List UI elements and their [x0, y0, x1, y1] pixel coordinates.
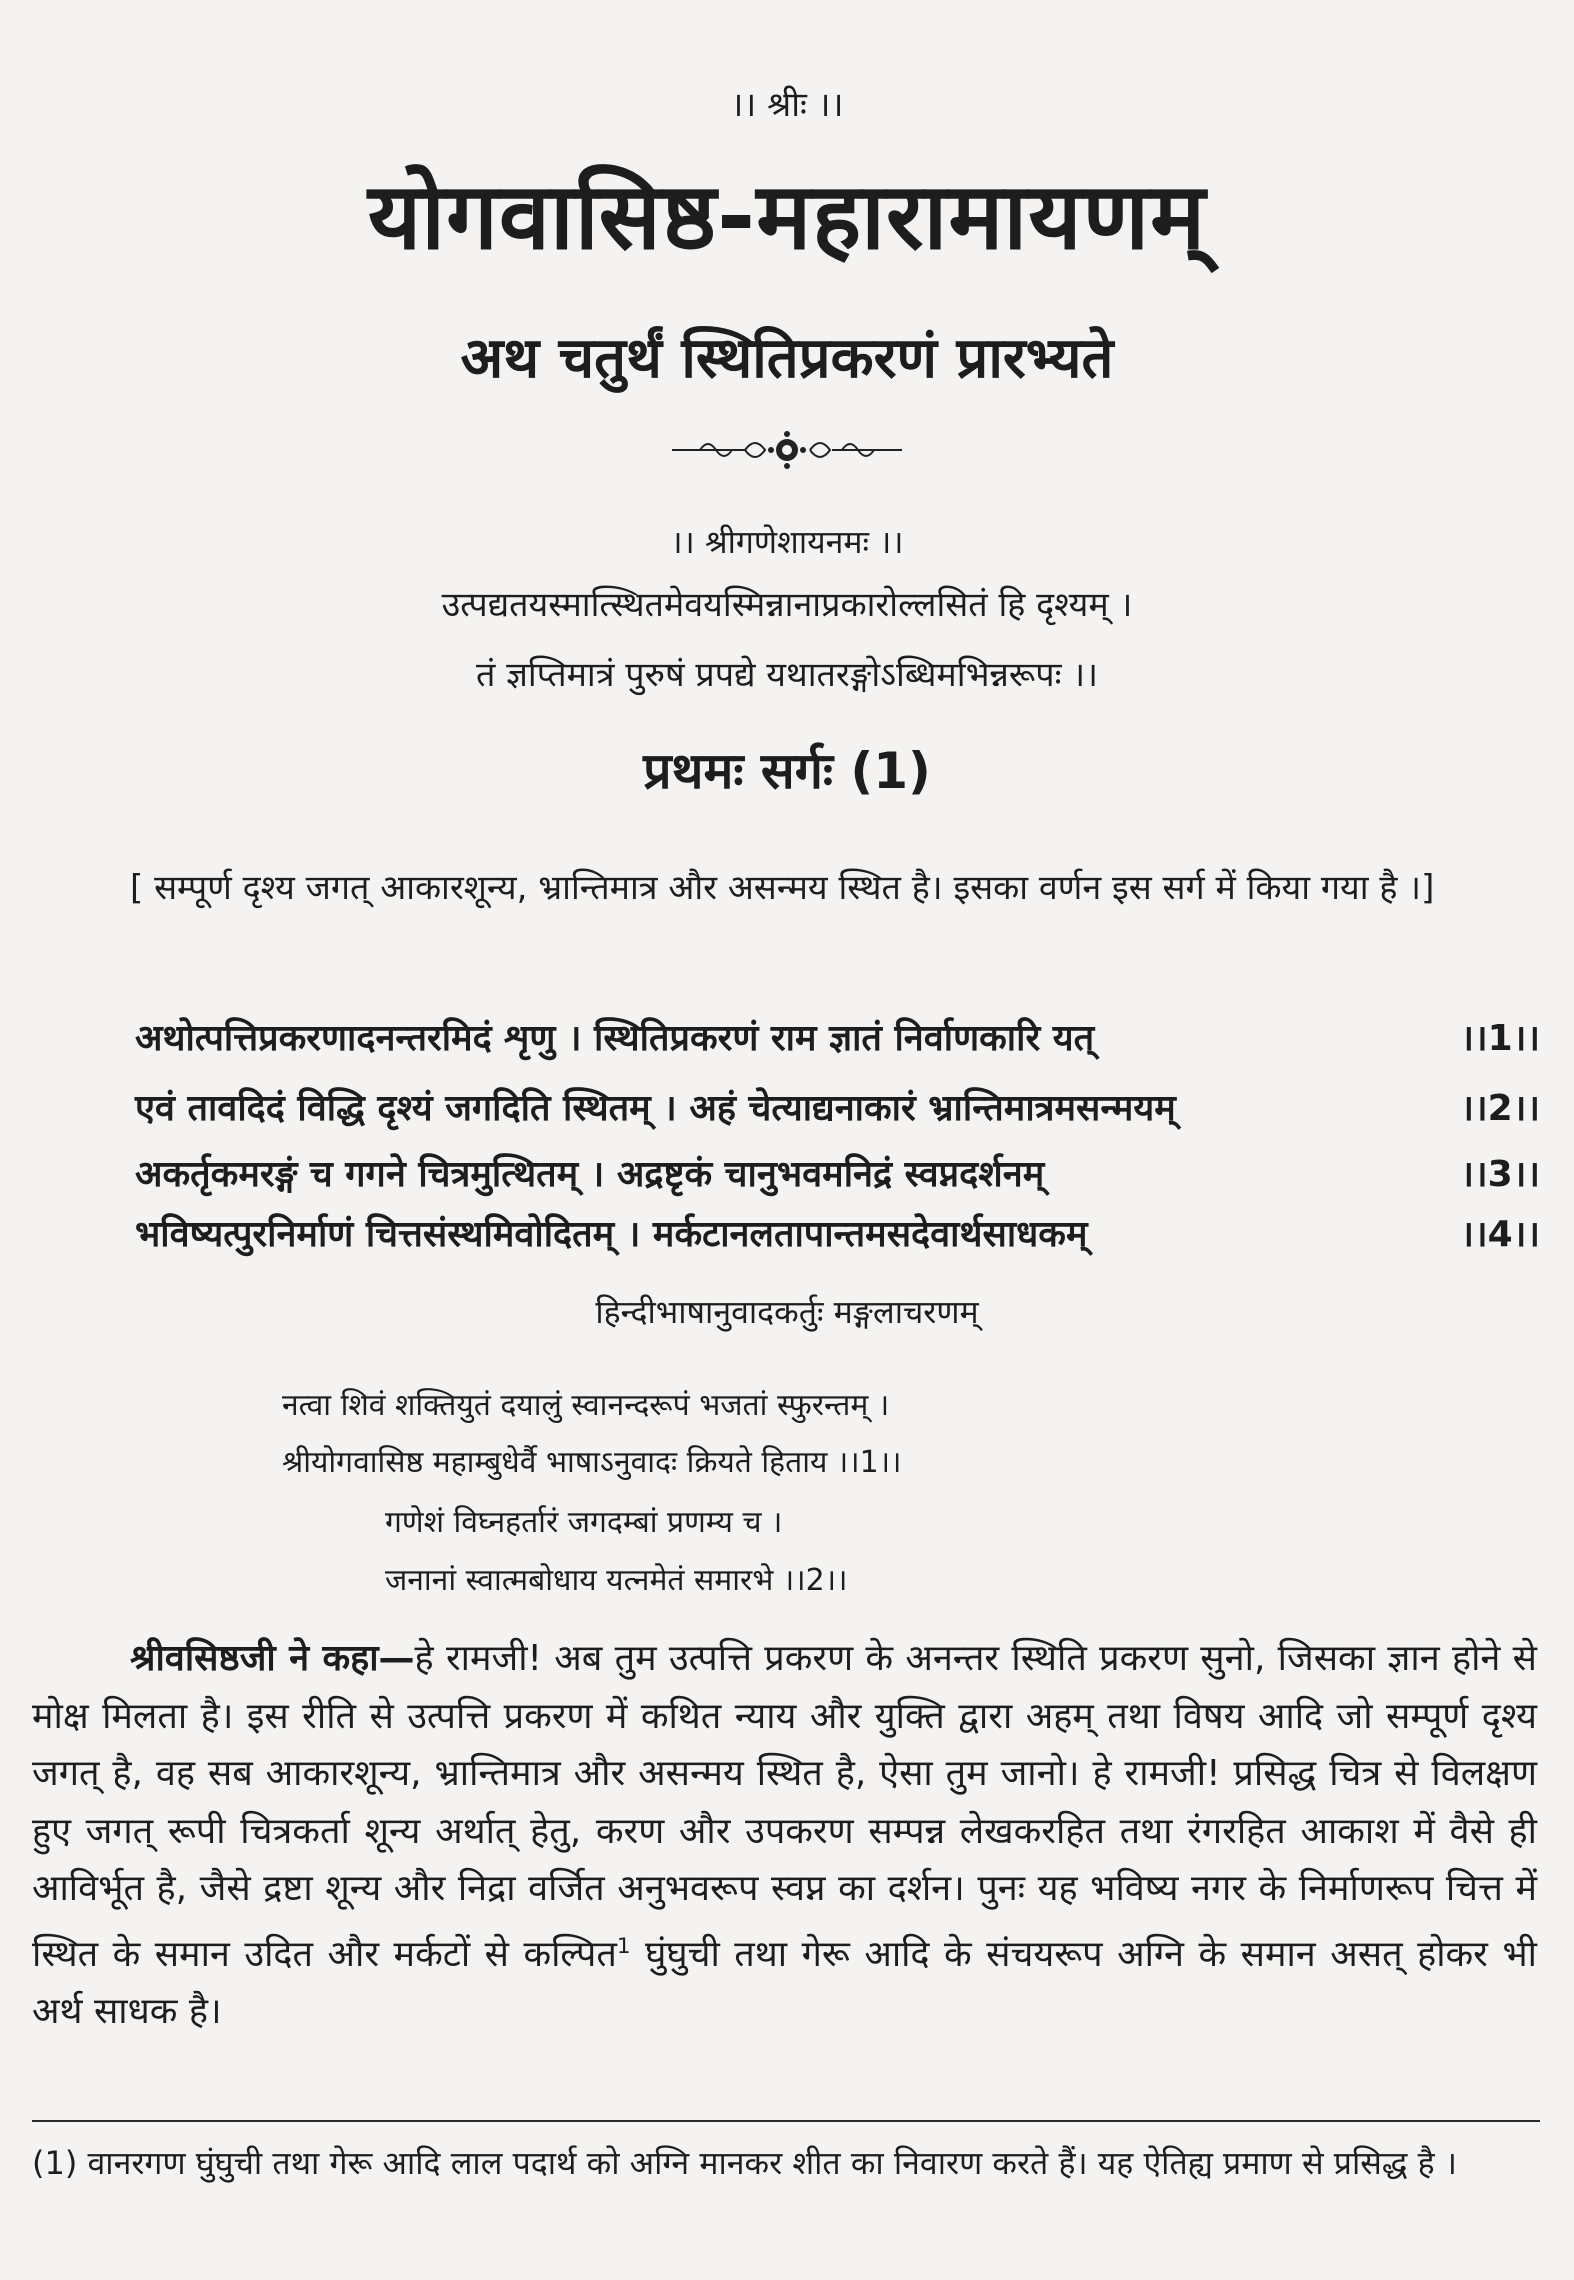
chapter-subtitle: अथ चतुर्थं स्थितिप्रकरणं प्रारभ्यते [460, 326, 1114, 391]
shloka-line [135, 1082, 1540, 1131]
mangalacharan-line: नत्वा शिवं शक्तियुतं दयालुं स्वानन्दरूपं भजतां स्फुरन्तम् । [282, 1388, 890, 1423]
footnote: (1) वानरगण घुंघुची तथा गेरू आदि लाल पदार्थ को अग्नि मानकर शीत का निवारण करते हैं। यह ऐतिह्य प्रमाण से प्रसिद्ध है । [32, 2144, 1457, 2182]
shloka-text: भविष्यत्पुरनिर्माणं चित्तसंस्थमिवोदितम् । मर्कटानलतापान्तमसदेवार्थसाधकम् [135, 1214, 1088, 1255]
footnote-divider [32, 2120, 1540, 2122]
commentary-text: हे रामजी! अब तुम उत्पत्ति प्रकरण के अनन्तर स्थिति प्रकरण सुनो, जिसका ज्ञान होने से मोक्ष मिलता है। इस रीति से उत्पत्ति प्रकरण में कथित न्याय और युक्ति द्वारा अहम् तथा विषय आदि जो सम्पूर्ण दृश्य जगत् है, वह सब आकारशून्य, भ्रान्तिमात्र और असन्मय स्थित है, ऐसा तुम जानो। हे रामजी! प्रसिद्ध चित्र से विलक्षण हुए जगत् रूपी चित्रकर्ता शून्य अर्थात् हेतु, करण और उपकरण सम्पन्न लेखकरहित तथा रंगरहित आकाश में वैसे ही आविर्भूत है, जैसे द्रष्टा शून्य और निद्रा वर्जित अनुभवरूप स्वप्न का दर्शन। पुनः यह भविष्य नगर के निर्माणरूप चित्त में स्थित के समान उदित और मर्कटों से कल्पित [32, 1638, 1537, 1975]
mangalacharan-line: श्रीयोगवासिष्ठ महाम्बुधेर्वै भाषाऽनुवादः क्रियते हिताय ।।1।। [282, 1445, 902, 1480]
footnote-marker: 1 [616, 1933, 631, 1959]
commentary-text-continued: घुंघुची तथा गेरू आदि के संचयरूप अग्नि के समान असत् होकर भी अर्थ साधक है। [32, 1933, 1537, 2032]
shloka-text: एवं तावदिदं विद्धि दृश्यं जगदिति स्थितम् । अहं चेत्याद्यनाकारं भ्रान्तिमात्रमसन्मयम् [135, 1088, 1176, 1129]
sarga-summary: [ सम्पूर्ण दृश्य जगत् आकारशून्य, भ्रान्तिमात्र और असन्मय स्थित है। इसका वर्णन इस सर्ग में किया गया है ।] [130, 868, 1435, 908]
shloka-number: ।।1।। [1460, 1018, 1540, 1059]
shloka-number: ।।3।। [1460, 1154, 1540, 1195]
speaker-label: श्रीवसिष्ठजी ने कहा— [130, 1638, 415, 1679]
shloka-line [135, 1012, 1540, 1061]
shri-invocation: ।। श्रीः ।। [730, 85, 844, 125]
mangalacharan-line: जनानां स्वात्मबोधाय यत्नमेतं समारभे ।।2।। [385, 1563, 848, 1598]
shloka-number: ।।2।। [1460, 1088, 1540, 1129]
ganesh-invocation: ।। श्रीगणेशायनमः ।। [670, 523, 904, 561]
shloka-number: ।।4।। [1460, 1214, 1540, 1255]
book-title: योगवासिष्ठ-महारामायणम् [367, 163, 1207, 270]
mangalacharan-line: गणेशं विघ्नहर्तारं जगदम्बां प्रणम्य च । [385, 1505, 783, 1540]
shloka-line [135, 1148, 1540, 1197]
shloka-line [135, 1208, 1540, 1257]
invocation-verse-line: उत्पद्यतयस्मात्स्थितमेवयस्मिन्नानाप्रकारोल्लसितं हि दृश्यम् । [441, 585, 1133, 625]
sarga-heading: प्रथमः सर्गः (1) [643, 742, 931, 800]
shloka-text: अकर्तृकमरङ्गं च गगने चित्रमुत्थितम् । अद्रष्टृकं चानुभवमनिद्रं स्वप्नदर्शनम् [135, 1154, 1045, 1195]
shloka-text: अथोत्पत्तिप्रकरणादनन्तरमिदं शृणु । स्थितिप्रकरणं राम ज्ञातं निर्वाणकारि यत् [135, 1018, 1095, 1059]
mangalacharan-title: हिन्दीभाषानुवादकर्तुः मङ्गलाचरणम् [595, 1293, 979, 1331]
ornament-divider-icon [0, 425, 1574, 475]
commentary-paragraph [32, 1630, 1537, 2041]
invocation-verse-line: तं ज्ञप्तिमात्रं पुरुषं प्रपद्ये यथातरङ्गोऽब्धिमभिन्नरूपः ।। [475, 655, 1099, 695]
